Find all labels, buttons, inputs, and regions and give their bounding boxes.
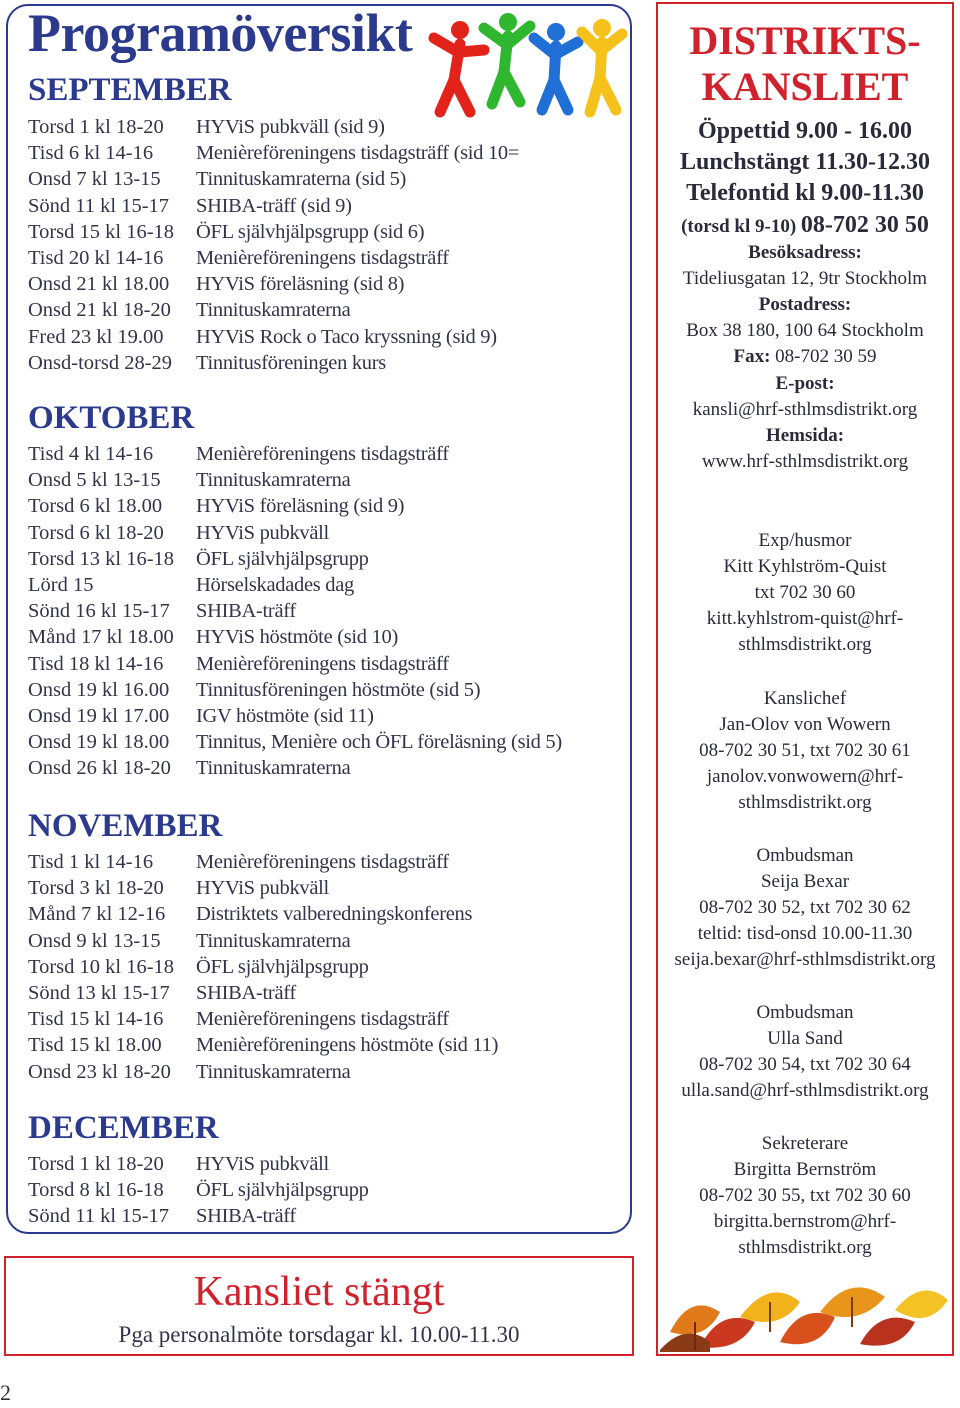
staff-email[interactable]: ulla.sand@hrf-sthlmsdistrikt.org <box>681 1080 929 1101</box>
event-title: HYViS pubkväll (sid 9) <box>196 116 385 138</box>
event-time: Tisd 15 kl 18.00 <box>28 1034 162 1057</box>
event-time: Lörd 15 <box>28 573 94 596</box>
event-title: Distriktets valberedningskonferens <box>196 903 473 926</box>
closed-notice-subtitle: Pga personalmöte torsdagar kl. 10.00-11.30 <box>118 1322 520 1347</box>
event-title: ÖFL självhjälpsgrupp <box>196 1179 369 1202</box>
event-title: Menièreföreningens tisdagsträff (sid 10= <box>196 142 520 165</box>
event-time: Onsd-torsd 28-29 <box>28 351 173 374</box>
event-title: Tinnituskamraterna <box>196 299 351 322</box>
staff-role: Sekreterare <box>761 1133 849 1154</box>
event-title: HYViS pubkväll <box>196 521 329 544</box>
staff-name: Jan-Olov von Wowern <box>719 714 891 735</box>
event-title: Tinnituskamraterna <box>196 469 351 492</box>
event-title: SHIBA-träff <box>196 981 296 1004</box>
dancing-people-illustration <box>422 8 630 120</box>
staff-role: Ombudsman <box>756 845 854 866</box>
event-time: Sönd 13 kl 15-17 <box>28 981 170 1004</box>
page-number: 2 <box>0 1380 11 1405</box>
event-time: Torsd 3 kl 18-20 <box>28 877 164 900</box>
staff-phone: 08-702 30 52, txt 702 30 62 <box>699 897 911 918</box>
event-time: Onsd 9 kl 13-15 <box>28 929 161 952</box>
event-title: Menièreföreningens tisdagsträff <box>196 851 449 873</box>
staff-name: Ulla Sand <box>767 1028 843 1049</box>
staff-email-cont[interactable]: sthlmsdistrikt.org <box>738 1237 872 1258</box>
event-title: Tinnituskamraterna <box>196 1060 351 1083</box>
postal-address-label: Postadress: <box>758 294 852 315</box>
event-title: Tinnituskamraterna <box>196 929 351 952</box>
fax-label: Fax: <box>733 346 771 367</box>
staff-name: Birgitta Bernström <box>733 1159 877 1180</box>
staff-role: Exp/husmor <box>758 530 852 551</box>
staff-name: Kitt Kyhlström-Quist <box>723 556 887 577</box>
staff-phone: 08-702 30 54, txt 702 30 64 <box>699 1054 911 1075</box>
event-time: Tisd 4 kl 14-16 <box>28 443 154 465</box>
office-title-line-1: DISTRIKTS- <box>689 18 921 63</box>
event-title: HYViS pubkväll <box>196 877 329 900</box>
program-title: Programöversikt <box>28 3 413 63</box>
event-title: HYViS Rock o Taco kryssning (sid 9) <box>196 325 497 348</box>
event-title: SHIBA-träff <box>196 1205 296 1228</box>
phone-hours: Telefontid kl 9.00-11.30 <box>686 180 924 206</box>
event-time: Tisd 1 kl 14-16 <box>28 851 154 873</box>
event-time: Torsd 13 kl 16-18 <box>28 547 175 570</box>
event-title: HYViS pubkväll <box>196 1153 329 1175</box>
event-time: Onsd 7 kl 13-15 <box>28 168 161 191</box>
phone-line <box>658 212 952 239</box>
event-time: Onsd 26 kl 18-20 <box>28 757 171 780</box>
staff-email[interactable]: seija.bexar@hrf-sthlmsdistrikt.org <box>674 949 936 970</box>
visit-address: Tideliusgatan 12, 9tr Stockholm <box>682 268 928 289</box>
event-title: Menièreföreningens tisdagsträff <box>196 246 449 269</box>
office-website-link[interactable]: www.hrf-sthlmsdistrikt.org <box>701 451 909 472</box>
office-closed-notice <box>4 1256 634 1356</box>
event-title: ÖFL självhjälpsgrupp (sid 6) <box>196 220 425 243</box>
event-time: Torsd 6 kl 18-20 <box>28 521 164 544</box>
staff-phone: txt 702 30 60 <box>754 582 856 603</box>
event-time: Torsd 1 kl 18-20 <box>28 116 164 138</box>
month-heading-november: NOVEMBER <box>28 808 223 844</box>
event-title: Menièreföreningens tisdagsträff <box>196 443 449 465</box>
visit-address-label: Besöksadress: <box>748 242 862 263</box>
event-time: Sönd 11 kl 15-17 <box>28 1205 170 1228</box>
month-heading-december: DECEMBER <box>28 1110 219 1146</box>
staff-role: Ombudsman <box>756 1002 854 1023</box>
event-time: Tisd 15 kl 14-16 <box>28 1008 164 1031</box>
event-title: HYViS föreläsning (sid 8) <box>196 273 405 296</box>
event-title: Tinnituskamraterna <box>196 757 351 780</box>
event-time: Månd 7 kl 12-16 <box>28 903 166 926</box>
staff-email[interactable]: janolov.vonwowern@hrf- <box>706 766 904 787</box>
event-title: SHIBA-träff (sid 9) <box>196 194 352 217</box>
event-title: HYViS föreläsning (sid 9) <box>196 495 405 518</box>
event-time: Torsd 15 kl 16-18 <box>28 220 175 243</box>
event-title: ÖFL självhjälpsgrupp <box>196 955 369 978</box>
email-label: E-post: <box>775 373 835 394</box>
event-time: Sönd 11 kl 15-17 <box>28 194 170 217</box>
phone-note: (torsd kl 9-10) <box>681 216 797 237</box>
autumn-leaves-illustration <box>660 1272 950 1352</box>
event-title: Menièreföreningens tisdagsträff <box>196 1008 449 1031</box>
office-title <box>658 18 952 110</box>
event-time: Onsd 19 kl 16.00 <box>28 678 170 701</box>
staff-email-cont[interactable]: sthlmsdistrikt.org <box>738 792 872 813</box>
closed-notice-title: Kansliet stängt <box>193 1269 445 1315</box>
staff-email-cont[interactable]: sthlmsdistrikt.org <box>738 634 872 655</box>
staff-phone: 08-702 30 55, txt 702 30 60 <box>699 1185 911 1206</box>
event-time: Onsd 23 kl 18-20 <box>28 1060 171 1083</box>
event-time: Månd 17 kl 18.00 <box>28 626 174 649</box>
staff-name: Seija Bexar <box>760 871 850 892</box>
event-time: Sönd 16 kl 15-17 <box>28 600 170 623</box>
staff-phone: 08-702 30 51, txt 702 30 61 <box>699 740 911 761</box>
opening-hours: Öppettid 9.00 - 16.00 <box>697 118 912 144</box>
fax-number: 08-702 30 59 <box>775 346 877 367</box>
event-title: Tinnitusföreningen höstmöte (sid 5) <box>196 678 481 701</box>
office-email-link[interactable]: kansli@hrf-sthlmsdistrikt.org <box>692 399 918 420</box>
staff-phone-hours: teltid: tisd-onsd 10.00-11.30 <box>697 923 913 944</box>
event-time: Onsd 5 kl 13-15 <box>28 469 161 492</box>
district-office-box <box>656 2 954 1356</box>
event-time: Tisd 18 kl 14-16 <box>28 652 164 675</box>
event-title: ÖFL självhjälpsgrupp <box>196 547 369 570</box>
month-heading-oktober: OKTOBER <box>28 400 195 436</box>
website-label: Hemsida: <box>765 425 845 446</box>
lunch-closed-hours: Lunchstängt 11.30-12.30 <box>679 149 931 175</box>
event-title: Menièreföreningens höstmöte (sid 11) <box>196 1034 499 1057</box>
event-time: Onsd 19 kl 17.00 <box>28 704 170 727</box>
staff-role: Kanslichef <box>763 688 847 709</box>
event-time: Torsd 6 kl 18.00 <box>28 495 163 518</box>
event-title: SHIBA-träff <box>196 600 296 623</box>
event-time: Tisd 20 kl 14-16 <box>28 246 164 269</box>
event-title: Tinnitus, Menière och ÖFL föreläsning (sid 5) <box>196 731 562 754</box>
office-phone[interactable]: 08-702 30 50 <box>800 212 929 238</box>
event-title: Menièreföreningens tisdagsträff <box>196 652 449 675</box>
event-time: Torsd 10 kl 16-18 <box>28 955 175 978</box>
event-title: Hörselskadades dag <box>196 573 354 596</box>
office-title-line-2: KANSLIET <box>701 64 909 109</box>
event-title: HYViS höstmöte (sid 10) <box>196 626 398 649</box>
staff-email[interactable]: birgitta.bernstrom@hrf- <box>713 1211 897 1232</box>
event-time: Onsd 21 kl 18.00 <box>28 273 170 296</box>
event-time: Onsd 21 kl 18-20 <box>28 299 171 322</box>
event-title: IGV höstmöte (sid 11) <box>196 704 374 727</box>
event-time: Torsd 1 kl 18-20 <box>28 1153 164 1175</box>
event-time: Fred 23 kl 19.00 <box>28 325 164 348</box>
postal-address: Box 38 180, 100 64 Stockholm <box>686 320 924 341</box>
event-time: Torsd 8 kl 16-18 <box>28 1179 164 1202</box>
event-title: Tinnituskamraterna (sid 5) <box>196 168 407 191</box>
staff-email[interactable]: kitt.kyhlstrom-quist@hrf- <box>706 608 904 629</box>
event-title: Tinnitusföreningen kurs <box>196 351 386 374</box>
fax-line <box>658 346 952 368</box>
month-heading-september: SEPTEMBER <box>28 72 232 108</box>
event-time: Onsd 19 kl 18.00 <box>28 731 170 754</box>
event-time: Tisd 6 kl 14-16 <box>28 142 154 165</box>
